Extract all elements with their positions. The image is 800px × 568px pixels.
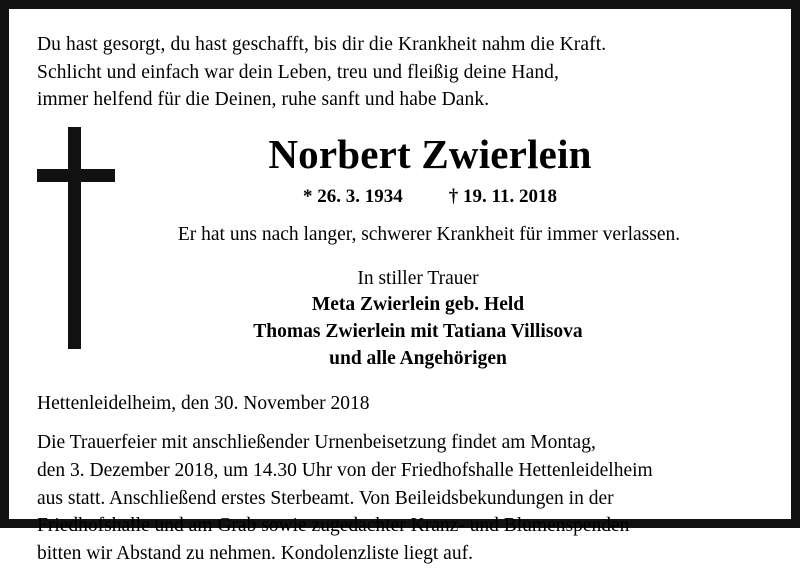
closing-paragraph — [37, 429, 763, 567]
closing-line-2: den 3. Dezember 2018, um 14.30 Uhr von der Friedhofshalle Hettenleidelheim — [37, 459, 653, 481]
passing-sentence: Er hat uns nach langer, schwerer Krankheit für immer verlassen. — [177, 224, 681, 246]
verse-line-2: Schlicht und einfach war dein Leben, treu und fleißig deine Hand, — [37, 61, 559, 83]
closing-line-4: Friedhofshalle und am Grab sowie zugedachter Kranz- und Blumenspenden — [37, 515, 630, 537]
mourners-block — [37, 266, 763, 373]
cross-horizontal-bar — [37, 169, 115, 182]
birth-date: * 26. 3. 1934 — [303, 186, 403, 208]
life-dates — [97, 186, 763, 208]
deceased-name: Norbert Zwierlein — [268, 131, 592, 178]
closing-line-1: Die Trauerfeier mit anschließender Urnenbeisetzung findet am Montag, — [37, 432, 596, 454]
obituary-inner — [9, 9, 791, 564]
verse-line-3: immer helfend für die Deinen, ruhe sanft und habe Dank. — [37, 89, 490, 111]
deceased-name-block — [37, 132, 763, 208]
cross-icon — [37, 127, 115, 349]
place-and-date: Hettenleidelheim, den 30. November 2018 — [37, 393, 370, 415]
mourning-lead: In stiller Trauer — [357, 268, 479, 290]
family-line-1: Meta Zwierlein geb. Held — [311, 294, 525, 316]
closing-line-5: bitten wir Abstand zu nehmen. Kondolenzliste liegt auf. — [37, 542, 473, 564]
verse-block — [37, 31, 763, 114]
closing-line-3: aus statt. Anschließend erstes Sterbeamt. Von Beileidsbekundungen in der — [37, 487, 614, 509]
family-line-2: Thomas Zwierlein mit Tatiana Villisova — [253, 321, 583, 343]
death-date: † 19. 11. 2018 — [448, 186, 557, 208]
cross-vertical-bar — [68, 127, 81, 349]
family-line-3: und alle Angehörigen — [329, 348, 507, 370]
verse-line-1: Du hast gesorgt, du hast geschafft, bis dir die Krankheit nahm die Kraft. — [37, 34, 607, 55]
